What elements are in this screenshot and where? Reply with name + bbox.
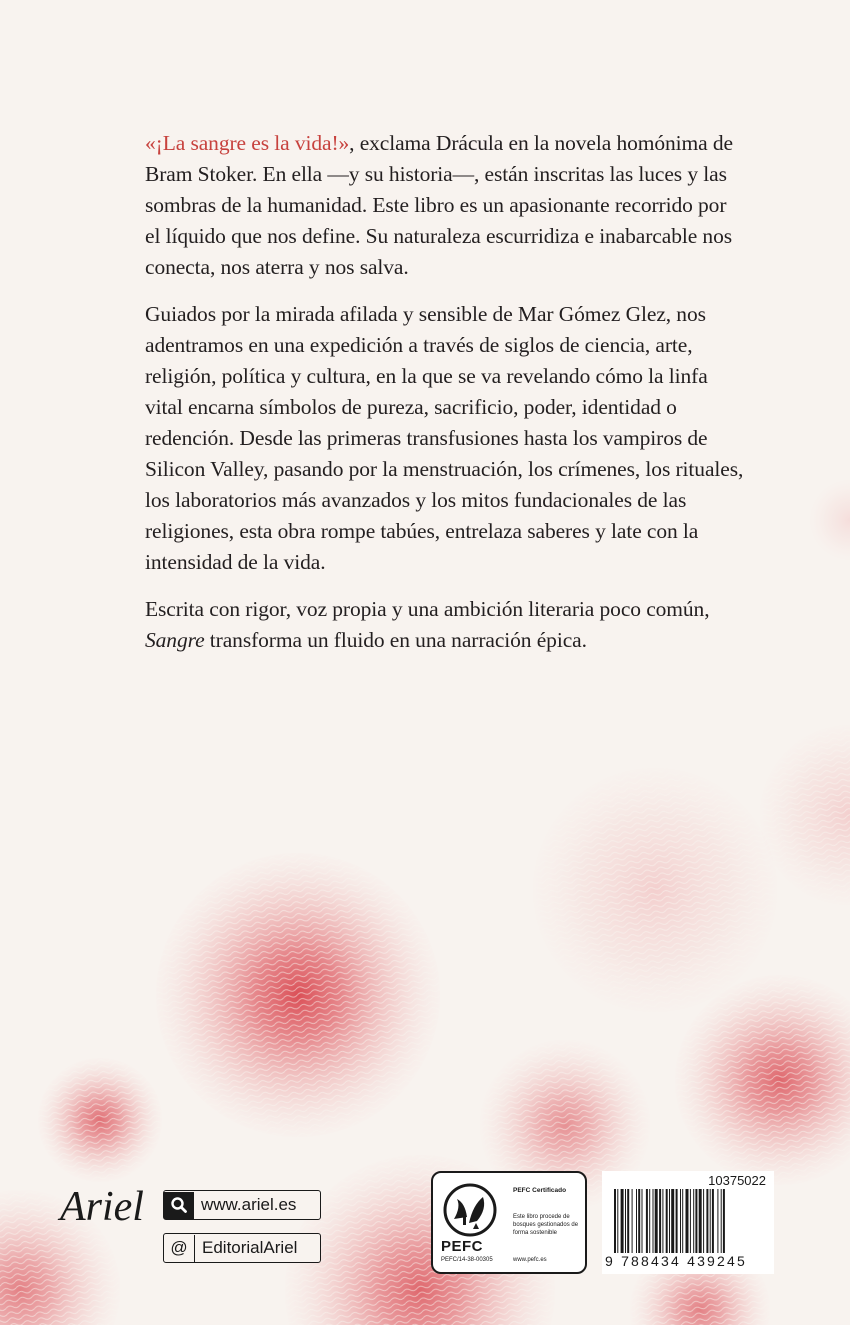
isbn-number: 9 788434 439245: [605, 1253, 747, 1269]
blurb-paragraph-1-text: , exclama Drácula en la novela homónima de Bram Stoker. En ella —y su historia—, están inscritas las luces y las sombras de la humanidad. Este libro es un apasionante recorrido por el líquido que nos define. Su naturaleza escurridiza e inabarcable nos conecta, nos aterra y nos salva.: [145, 131, 733, 279]
dracula-quote: «¡La sangre es la vida!»: [145, 131, 350, 155]
book-title: Sangre: [145, 628, 205, 652]
isbn-barcode: [602, 1171, 774, 1274]
pefc-certified-label: PEFC Certificado: [513, 1187, 567, 1194]
pefc-wordmark: PEFC: [441, 1238, 484, 1255]
publisher-logo: Ariel: [60, 1184, 144, 1230]
social-handle-link[interactable]: [163, 1233, 321, 1263]
blurb-paragraph-3: [145, 594, 745, 656]
barcode-bars: [614, 1189, 764, 1253]
back-cover-blurb: [145, 128, 745, 672]
product-code: 10375022: [708, 1173, 766, 1188]
blurb-paragraph-3-end: transforma un fluido en una narración épica.: [204, 628, 587, 652]
website-link[interactable]: [163, 1190, 321, 1220]
blurb-paragraph-1: [145, 128, 745, 283]
pefc-code: PEFC/14-38-00305: [441, 1257, 493, 1263]
blurb-paragraph-2: Guiados por la mirada afilada y sensible de Mar Gómez Glez, nos adentramos en una expedición a través de siglos de ciencia, arte, religión, política y cultura, en la que se va revelando cómo la linfa vital encarna símbolos de pureza, sacrificio, poder, identidad o redención. Desde las primeras transfusiones hasta los vampiros de Silicon Valley, pasando por la menstruación, los crímenes, los rituales, los laboratorios más avanzados y los mitos fundacionales de las religiones, esta obra rompe tabúes, entrelaza saberes y late con la intensidad de la vida.: [145, 302, 744, 574]
pefc-certification-badge: [431, 1171, 587, 1274]
pefc-url: www.pefc.es: [513, 1257, 547, 1263]
search-icon: [164, 1192, 194, 1219]
social-handle: EditorialAriel: [202, 1238, 298, 1257]
at-icon: @: [164, 1235, 195, 1262]
pefc-tree-icon: [443, 1183, 497, 1237]
blurb-paragraph-3-start: Escrita con rigor, voz propia y una ambición literaria poco común,: [145, 597, 710, 621]
pefc-description: Este libro procede de bosques gestionados de forma sostenible: [513, 1214, 579, 1236]
website-url: www.ariel.es: [201, 1195, 297, 1214]
